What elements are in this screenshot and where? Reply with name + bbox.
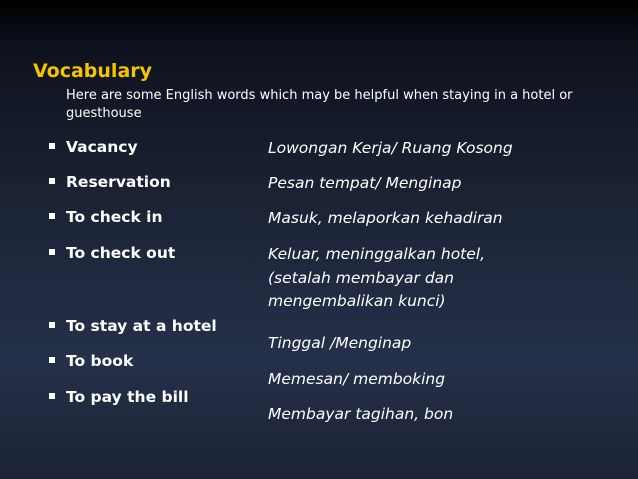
bullet-icon: [49, 143, 55, 149]
vocab-translation-check-in: Masuk, melaporkan kehadiran: [268, 209, 503, 227]
vocab-translation-reservation: Pesan tempat/ Menginap: [268, 174, 462, 192]
bullet-icon: [49, 393, 55, 399]
vocab-term-check-out: [49, 244, 175, 262]
vocab-term-stay-hotel: [49, 317, 217, 335]
term-label: To book: [66, 352, 134, 370]
slide-title: Vocabulary: [33, 60, 153, 82]
top-dark-band: [0, 0, 638, 40]
term-label: Vacancy: [66, 138, 138, 156]
vocab-term-pay-bill: [49, 388, 189, 406]
vocab-translation-check-out: Keluar, meninggalkan hotel, (setalah membayar dan mengembalikan kunci): [268, 245, 486, 310]
vocab-term-check-in: [49, 208, 163, 226]
term-label: To check in: [66, 208, 163, 226]
slide-subtitle: Here are some English words which may be helpful when staying in a hotel or guesthouse: [66, 88, 573, 121]
bullet-icon: [49, 249, 55, 255]
bullet-icon: [49, 213, 55, 219]
vocab-term-vacancy: [49, 138, 138, 156]
bullet-icon: [49, 178, 55, 184]
term-label: To pay the bill: [66, 388, 189, 406]
vocab-translation-stay-hotel: Tinggal /Menginap: [268, 334, 412, 352]
vocab-translation-pay-bill: Membayar tagihan, bon: [268, 405, 454, 423]
vocab-translation-vacancy: Lowongan Kerja/ Ruang Kosong: [268, 139, 513, 157]
term-label: To stay at a hotel: [66, 317, 217, 335]
term-label: To check out: [66, 244, 176, 262]
term-label: Reservation: [66, 173, 171, 191]
vocab-translation-book: Memesan/ memboking: [268, 370, 446, 388]
vocab-term-book: [49, 352, 133, 370]
bullet-icon: [49, 322, 55, 328]
vocab-term-reservation: [49, 173, 171, 191]
bullet-icon: [49, 357, 55, 363]
